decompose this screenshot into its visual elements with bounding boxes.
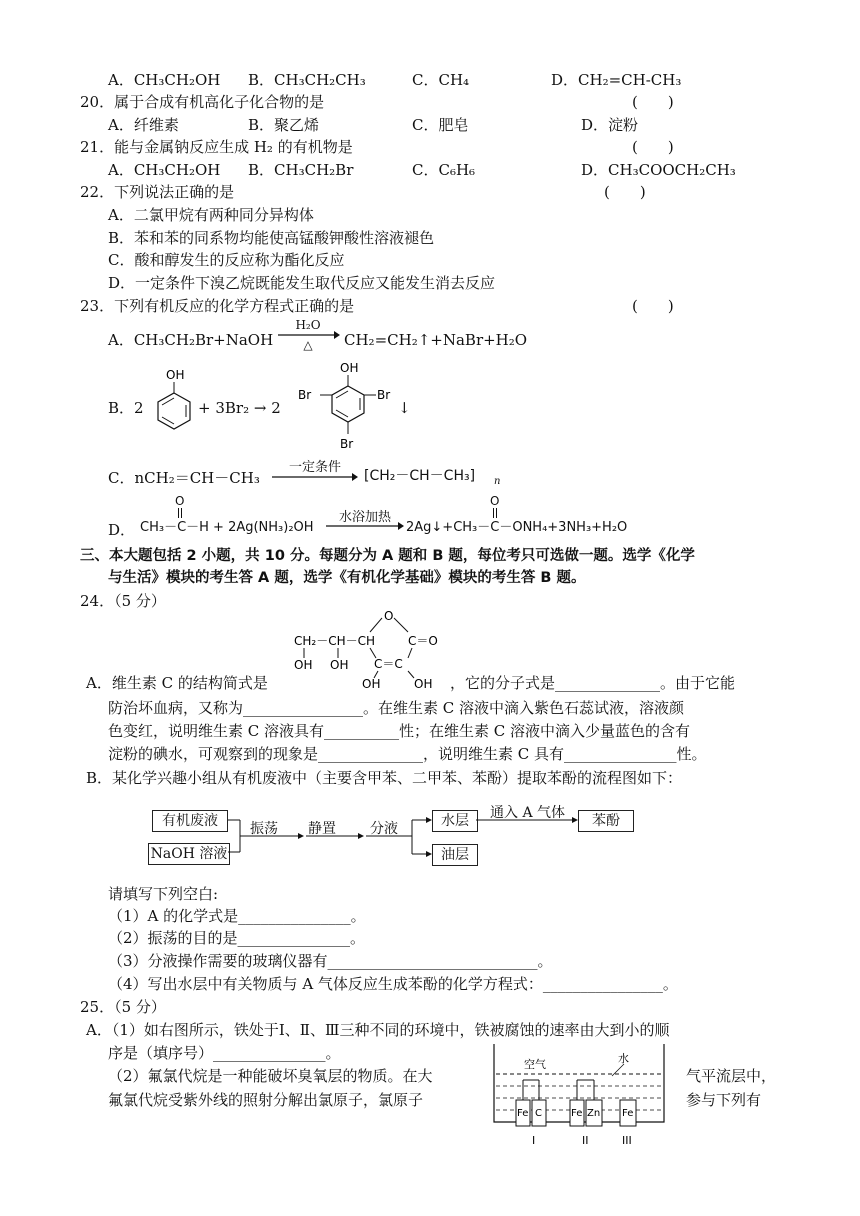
q23-d-carbonyl-o-left: O	[175, 494, 185, 508]
vc-ring-o: O	[384, 609, 394, 623]
q25-a-line3: （2）氟氯代烷是一种能破坏臭氧层的物质。在大	[108, 1067, 433, 1085]
flow-gas-arrow	[476, 814, 580, 826]
vc-carbonyl: C＝O	[408, 634, 438, 648]
section3-heading-line2: 与生活》模块的考生答 A 题，选学《有机化学基础》模块的考生答 B 题。	[108, 570, 586, 586]
tbp-br-right: Br	[377, 388, 391, 402]
q22-answer-paren: ( )	[604, 183, 646, 201]
q24-fill-4: （4）写出水层中有关物质与 A 气体反应生成苯酚的化学方程式：________________。	[108, 975, 678, 993]
q23-option-d-label: D．	[108, 521, 136, 539]
q23-option-c-reactant: C．nCH₂＝CH－CH₃	[108, 469, 260, 487]
flow-step-settle: 静置	[308, 821, 336, 837]
q25-a-line3-right: 气平流层中，	[686, 1067, 777, 1085]
q23-option-a-reactants: A．CH₃CH₂Br+NaOH	[108, 331, 274, 349]
flow-step-gas: 通入 A 气体	[490, 805, 566, 821]
q23-option-a-products: CH₂=CH₂↑+NaBr+H₂O	[344, 331, 528, 349]
vc-cc-double: C＝C	[374, 657, 403, 671]
q23-c-n: n	[494, 476, 501, 487]
q23-d-condition: 水浴加热	[338, 510, 391, 525]
vc-oh-3: OH	[362, 677, 381, 690]
q23-b-precipitate: ↓	[398, 399, 411, 417]
q24-a-line3: 色变红，说明维生素 C 溶液具有__________性；在维生素 C 溶液中滴入少量蓝色的含有	[108, 722, 691, 740]
vc-oh-1: OH	[294, 658, 313, 672]
q23-d-double-bond-left	[178, 508, 180, 518]
flow-arrows	[226, 808, 436, 868]
q23-d-double-bond-right	[493, 508, 495, 518]
q21-option-d: D．CH₃COOCH₂CH₃	[581, 161, 736, 179]
tbp-br-left: Br	[298, 388, 312, 402]
fig-label-iii: III	[622, 1134, 632, 1147]
flow-box-phenol: 苯酚	[578, 810, 634, 832]
section3-heading-line1: 三、本大题包括 2 小题，共 10 分。每题分为 A 题和 B 题，每位考只可选做一题。选学《化学	[80, 548, 695, 564]
tbp-oh-label: OH	[340, 361, 359, 375]
q23-c-polymer: [CH₂－CH－CH₃]	[364, 468, 476, 484]
q24-fill-1: （1）A 的化学式是_______________。	[108, 907, 366, 925]
flow-box-water-layer: 水层	[432, 810, 478, 832]
phenol-oh-label: OH	[166, 368, 185, 382]
phenol-structure	[148, 365, 196, 433]
flow-step-separate: 分液	[370, 821, 398, 837]
vc-oh-2: OH	[330, 658, 349, 672]
fig-label-ii: II	[582, 1134, 589, 1147]
q23-option-b-middle: + 3Br₂ → 2	[198, 399, 281, 417]
q25-a-line4: 氟氯代烷受紫外线的照射分解出氯原子，氯原子	[108, 1091, 424, 1109]
q23-d-reactants: CH₃－C－H + 2Ag(NH₃)₂OH	[140, 520, 314, 535]
vc-chain: CH₂－CH－CH	[294, 634, 376, 648]
q21-answer-paren: ( )	[632, 138, 674, 156]
q22-option-c: C．酸和醇发生的反应称为酯化反应	[108, 251, 345, 269]
q24-fill-intro: 请填写下列空白:	[108, 885, 219, 903]
q23-d-arrow	[324, 521, 404, 531]
q24-a-line1-post: ，它的分子式是______________。由于它能	[450, 674, 736, 692]
fig-air-label: 空气	[524, 1058, 546, 1071]
vc-oh-4: OH	[414, 677, 433, 690]
q23-d-double-bond-right-2	[496, 508, 498, 518]
q23-a-condition-bottom: △	[303, 338, 313, 352]
q25-a-line4-right: 参与下列有	[686, 1091, 762, 1109]
corrosion-figure	[488, 1040, 672, 1152]
q23-answer-paren: ( )	[632, 297, 674, 315]
q19-option-a: A．CH₃CH₂OH	[108, 71, 221, 89]
q22-option-b: B．苯和苯的同系物均能使高锰酸钾酸性溶液褪色	[108, 229, 435, 247]
q21-stem: 21．能与金属钠反应生成 H₂ 的有机物是	[80, 138, 353, 156]
q24-a-line4: 淀粉的碘水，可观察到的现象是______________，说明维生素 C 具有_______________性。	[108, 745, 707, 763]
q24-fill-3: （3）分液操作需要的玻璃仪器有____________________________。	[108, 952, 553, 970]
q23-d-products: 2Ag↓+CH₃－C－ONH₄+3NH₃+H₂O	[406, 520, 628, 535]
q23-c-condition: 一定条件	[288, 460, 341, 475]
q23-option-b-prefix: B．2	[108, 399, 144, 417]
q20-option-c: C．肥皂	[412, 116, 469, 134]
fig-ii-fe: Fe	[571, 1108, 583, 1119]
q19-option-c: C．CH₄	[412, 71, 470, 89]
q22-stem: 22．下列说法正确的是	[80, 183, 235, 201]
q25-a-line1: A．（1）如右图所示，铁处于Ⅰ、Ⅱ、Ⅲ三种不同的环境中，铁被腐蚀的速率由大到小的顺	[86, 1021, 670, 1039]
fig-label-i: I	[532, 1134, 536, 1147]
q20-stem: 20．属于合成有机高化子化合物的是	[80, 93, 325, 111]
q25-a-line2: 序是（填序号）_______________。	[108, 1044, 341, 1062]
q20-option-a: A．纤维素	[108, 116, 179, 134]
fig-iii-fe: Fe	[622, 1108, 634, 1119]
tbp-br-bottom: Br	[340, 437, 354, 451]
q20-answer-paren: ( )	[632, 93, 674, 111]
q21-option-c: C．C₆H₆	[412, 161, 476, 179]
fig-water-label: 水	[618, 1052, 629, 1065]
tribromophenol-structure	[292, 358, 412, 456]
q24-a-line1-pre: A．维生素 C 的结构简式是	[86, 674, 268, 692]
q24-b-line1: B．某化学兴趣小组从有机废液中（主要含甲苯、二甲苯、苯酚）提取苯酚的流程图如下：	[86, 769, 683, 787]
vitamin-c-structure	[290, 606, 460, 690]
q19-option-d: D．CH₂=CH-CH₃	[551, 71, 682, 89]
q24-a-line2: 防治坏血病，又称为________________。在维生素 C 溶液中滴入紫色石蕊试液，溶液颜	[108, 699, 685, 717]
q23-stem: 23．下列有机反应的化学方程式正确的是	[80, 297, 355, 315]
flow-box-naoh: NaOH 溶液	[148, 843, 230, 865]
q23-a-condition-top: H₂O	[295, 318, 321, 332]
flow-step-shake: 振荡	[250, 821, 278, 837]
q21-option-b: B．CH₃CH₂Br	[248, 161, 354, 179]
flow-box-oil-layer: 油层	[432, 844, 478, 866]
q25-header: 25．（5 分）	[80, 998, 166, 1016]
q22-option-d: D．一定条件下溴乙烷既能发生取代反应又能发生消去反应	[108, 274, 496, 292]
q20-option-d: D．淀粉	[581, 116, 639, 134]
fig-i-c: C	[535, 1108, 542, 1119]
fig-ii-zn: Zn	[587, 1108, 601, 1119]
q20-option-b: B．聚乙烯	[248, 116, 320, 134]
q19-option-b: B．CH₃CH₂CH₃	[248, 71, 366, 89]
q24-header: 24．（5 分）	[80, 592, 166, 610]
q23-d-carbonyl-o-right: O	[490, 494, 500, 508]
flow-box-organic-waste: 有机废液	[152, 810, 228, 832]
q23-d-double-bond-left-2	[181, 508, 183, 518]
fig-i-fe: Fe	[517, 1108, 529, 1119]
q21-option-a: A．CH₃CH₂OH	[108, 161, 221, 179]
q22-option-a: A．二氯甲烷有两种同分异构体	[108, 206, 314, 224]
q23-c-arrow	[270, 472, 358, 482]
q24-fill-2: （2）振荡的目的是_______________。	[108, 929, 366, 947]
